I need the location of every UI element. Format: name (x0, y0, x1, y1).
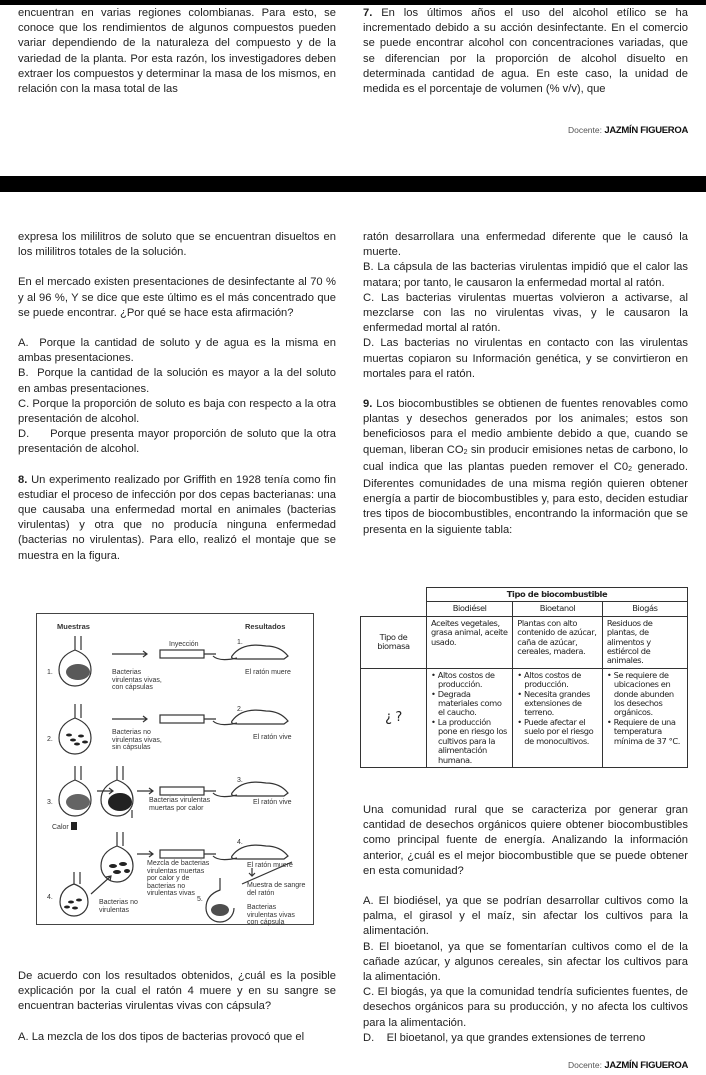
row-5-number: 5. (197, 896, 203, 903)
q9-intro-part1: Los biocombustibles se obtienen de fuentes renovables como plantas y desechos generados por los animales; estos son beneficiosos para el medio ambiente debido a que, cuando se queman, liberan CO (363, 398, 688, 456)
table-cell (427, 668, 513, 767)
option-letter: D. (18, 428, 30, 441)
q9-intro-part2: sin producir emisiones netas de carbono, lo cual indica que las plantas pueden remover el C0 (363, 443, 688, 473)
option-letter: D. (363, 337, 375, 350)
question-number: 9. (363, 398, 373, 411)
q7-option-d[interactable] (18, 427, 336, 457)
option-text: El bioetanol, ya que se fomentarían cultivos como el de la cañade azúcar, y algunos cereales, sin afectar los cultivos para la alimentación. (363, 940, 688, 984)
docente-name: JAZMÍN FIGUEROA (604, 1060, 688, 1071)
row-2-result: El ratón vive (253, 734, 292, 741)
q9-question: Una comunidad rural que se caracteriza por generar gran cantidad de desechos orgánicos quiere obtener biocombustibles como principal fuente de energía. Analizando la información anterior, ¿cuál es el mejor biocombustible que se puede obtener en esta comunidad? (363, 804, 688, 877)
row-3-sample: Bacterias virulentas muertas por calor (149, 797, 211, 812)
option-letter: C. (363, 291, 375, 304)
q9-option-b[interactable] (363, 940, 688, 986)
figure-header-results: Resultados (245, 622, 286, 631)
column-header-biodiesel: Biodiésel (427, 602, 513, 616)
option-text: La cápsula de las bacterias virulentas impidió que el calor las matara; por tanto, le causaron la enfermedad mortal al ratón. (363, 261, 688, 289)
q8-question-block (18, 969, 336, 1045)
table-row (361, 616, 688, 668)
list-item: • Altos costos de producción. (431, 671, 508, 690)
table-row (361, 668, 688, 767)
list-item: • Necesita grandes extensiones de terreno. (517, 690, 598, 718)
option-letter: A. (18, 337, 29, 350)
list-item: • Se requiere de ubicaciones en donde abunden los desechos orgánicos. (607, 671, 683, 718)
q7-option-c[interactable] (18, 397, 336, 427)
q8-question: De acuerdo con los resultados obtenidos, ¿cuál es la posible explicación por la cual el ratón 4 muere y en su sangre se encuentran bacterias virulentas vivas con cápsula? (18, 970, 336, 1013)
row-1-result-number: 1. (237, 639, 243, 646)
docente-label: Docente: (567, 1060, 602, 1070)
table-column-header-row (361, 602, 688, 616)
injection-label: Inyección (169, 641, 199, 648)
docente-footer-bottom (568, 1060, 688, 1071)
option-text: Porque la cantidad de soluto y de agua es la misma en ambas presentaciones. (18, 337, 337, 365)
docente-name: JAZMÍN FIGUEROA (604, 125, 688, 136)
row-1-sample: Bacterias virulentas vivas, con cápsulas (112, 669, 162, 691)
q9-intro-part3: generado. Diferentes comunidades de una misma región quieren obtener energía a partir de biocombustibles y, para esto, deciden estudiar tres tipos de biocombustibles, encontrando la información que se presenta en la siguiente tabla: (363, 460, 688, 536)
calor-label: Calor (52, 824, 69, 831)
option-letter: B. (18, 367, 29, 380)
table-cell (602, 668, 687, 767)
option-text: Porque la proporción de soluto es baja con respecto a la otra presentación de alcohol. (18, 397, 336, 426)
option-text: El bioetanol, ya que grandes extensiones de terreno (386, 1031, 646, 1044)
q8-option-c[interactable] (363, 291, 688, 337)
q9-intro (363, 397, 688, 538)
option-text: Porque presenta mayor proporción de soluto que la otra presentación de alcohol. (18, 428, 336, 456)
row-2-sample: Bacterias no virulentas vivas, sin cápsulas (112, 729, 162, 751)
subscript-2: 2 (628, 465, 632, 473)
row-3-number: 3. (47, 799, 53, 806)
row-header-biomasa: Tipo de biomasa (361, 616, 427, 668)
option-letter: C. (363, 986, 375, 999)
option-text: Las bacterias virulentas muertas volvieron a activarse, al mezclarse con las no virulentas vivas, y le causaron la enfermedad mortal al ratón. (363, 291, 689, 335)
row-5-result: Bacterias virulentas vivas con cápsula (247, 904, 295, 926)
row-4-sample: Bacterias no virulentas (99, 899, 138, 914)
question-7-intro-text: En los últimos años el uso del alcohol etílico se ha incrementado debido a su acción desinfectante. En el comercio se puede encontrar alcohol con concentraciones variadas, que se diferencian por la proporción de alcohol disuelto en determinada cantidad de agua. En este caso, la unidad de medida es el porcentaje de volumen (% v/v), que (363, 7, 688, 96)
list-item: • Puede afectar el suelo por el riesgo de monocultivos. (517, 718, 598, 746)
option-text: La mezcla de los dos tipos de bacterias provocó que el (31, 1030, 305, 1043)
question-7-intro (363, 6, 688, 97)
table-cell: Residuos de plantas, de alimentos y estiércol de animales. (602, 616, 687, 668)
blank-cell (361, 602, 427, 616)
q8-option-a[interactable] (18, 1030, 336, 1045)
row-4-result-number: 4. (237, 839, 243, 846)
row-2-number: 2. (47, 736, 53, 743)
q8-option-d[interactable] (363, 336, 688, 382)
row-1-number: 1. (47, 669, 53, 676)
row-5-sample: Muestra de sangre del ratón (247, 882, 306, 897)
list-item: • Altos costos de producción. (517, 671, 598, 690)
option-text: El biodiésel, ya que se podrían desarrollar cultivos como la palma, el girasol y el maíz, sin afectar los cultivos para la alimentación. (363, 895, 688, 938)
q7-option-a[interactable] (18, 336, 336, 366)
question-number: 8. (18, 473, 28, 486)
column-header-biogas: Biogás (602, 602, 687, 616)
left-column (18, 230, 336, 564)
table-group-header: Tipo de biocombustible (427, 588, 688, 602)
continuation-paragraph: encuentran en varias regiones colombianas. Para esto, se conoce que los rendimientos de algunos compuestos pueden variar dependiendo de la naturaleza del compuesto y de la variedad de la planta. Por esta razón, los investigadores deben extraer los compuestos y determinar la masa de los mismos, en relación con la masa total de las (18, 7, 336, 96)
option-text: Porque la cantidad de la solución es mayor a la del soluto en ambas presentaciones. (18, 367, 336, 395)
column-header-bioetanol: Bioetanol (513, 602, 603, 616)
q7-continuation: expresa los mililitros de soluto que se encuentran disueltos en los mililitros totales de la solución. (18, 231, 336, 259)
q7-question: En el mercado existen presentaciones de desinfectante al 70 % y al 96 %, Y se dice que este último es el más concentrado que se puede encontrar. ¿Por qué se hace esta afirmación? (18, 276, 336, 319)
top-black-bar (0, 0, 706, 5)
q8-option-a-continuation: ratón desarrollara una enfermedad diferente que le causó la muerte. (363, 231, 688, 259)
table-cell: Plantas con alto contenido de azúcar, caña de azúcar, cereales, madera. (513, 616, 603, 668)
list-item: • Degrada materiales como el caucho. (431, 690, 508, 718)
option-text: Las bacterias no virulentas en contacto con las virulentas muertas copiaron su Información genética, y se convirtieron en mortales para el ratón. (363, 337, 689, 380)
q9-option-a[interactable] (363, 894, 688, 940)
subscript-2: 2 (463, 448, 468, 456)
row-3-result-number: 3. (237, 777, 243, 784)
question-number: 7. (363, 7, 373, 19)
row-3-result: El ratón vive (253, 799, 292, 806)
row-4-mix-label: Mezcla de bacterias virulentas muertas por calor y de bacterias no virulentas vivas (147, 860, 210, 897)
docente-label: Docente: (567, 125, 602, 135)
row-4-result: El ratón muere (247, 862, 293, 869)
griffith-experiment-figure (36, 613, 314, 925)
option-letter: B. (363, 261, 374, 274)
page-separator-bar (0, 176, 706, 192)
q7-option-b[interactable] (18, 366, 336, 396)
list-item: • Requiere de una temperatura mínima de 37 °C. (607, 718, 683, 746)
row-2-result-number: 2. (237, 706, 243, 713)
q9-option-c[interactable] (363, 985, 688, 1031)
docente-footer-top (568, 125, 688, 136)
right-column (363, 230, 688, 538)
option-letter: C. (18, 397, 30, 410)
row-1-result: El ratón muere (245, 669, 291, 676)
option-letter: A. (363, 895, 374, 908)
q9-option-d[interactable] (363, 1031, 688, 1046)
q8-option-b[interactable] (363, 260, 688, 290)
q8-intro-text: Un experimento realizado por Griffith en 1928 tenía como fin estudiar el proceso de infección por dos cepas bacterianas: una que causaba una enfermedad mortal en animales (bacterias virulentas) y otra que no producía ninguna enfermedad (bacterias no virulentas). Para ello, realizó el montaje que se muestra en la figura. (18, 473, 337, 562)
table-group-header-row (361, 588, 688, 602)
list-item: • La producción pone en riesgo los cultivos para la alimentación humana. (431, 718, 508, 765)
option-text: El biogás, ya que la comunidad tendría suficientes fuentes, de desechos orgánicos para su producción, y no afecta los cultivos para la alimentación. (363, 986, 689, 1029)
option-letter: D. (363, 1031, 375, 1044)
table-cell: Aceites vegetales, grasa animal, aceite usado. (427, 616, 513, 668)
row-4-number: 4. (47, 894, 53, 901)
figure-header-samples: Muestras (57, 622, 90, 631)
option-letter: B. (363, 940, 374, 953)
table-cell (513, 668, 603, 767)
top-left-text (18, 6, 336, 97)
blank-cell (361, 588, 427, 602)
q9-question-block (363, 803, 688, 1046)
q8-intro (18, 473, 336, 564)
option-letter: A. (18, 1030, 29, 1043)
biofuel-table (360, 587, 688, 768)
row-header-unknown: ¿ ? (361, 668, 427, 767)
